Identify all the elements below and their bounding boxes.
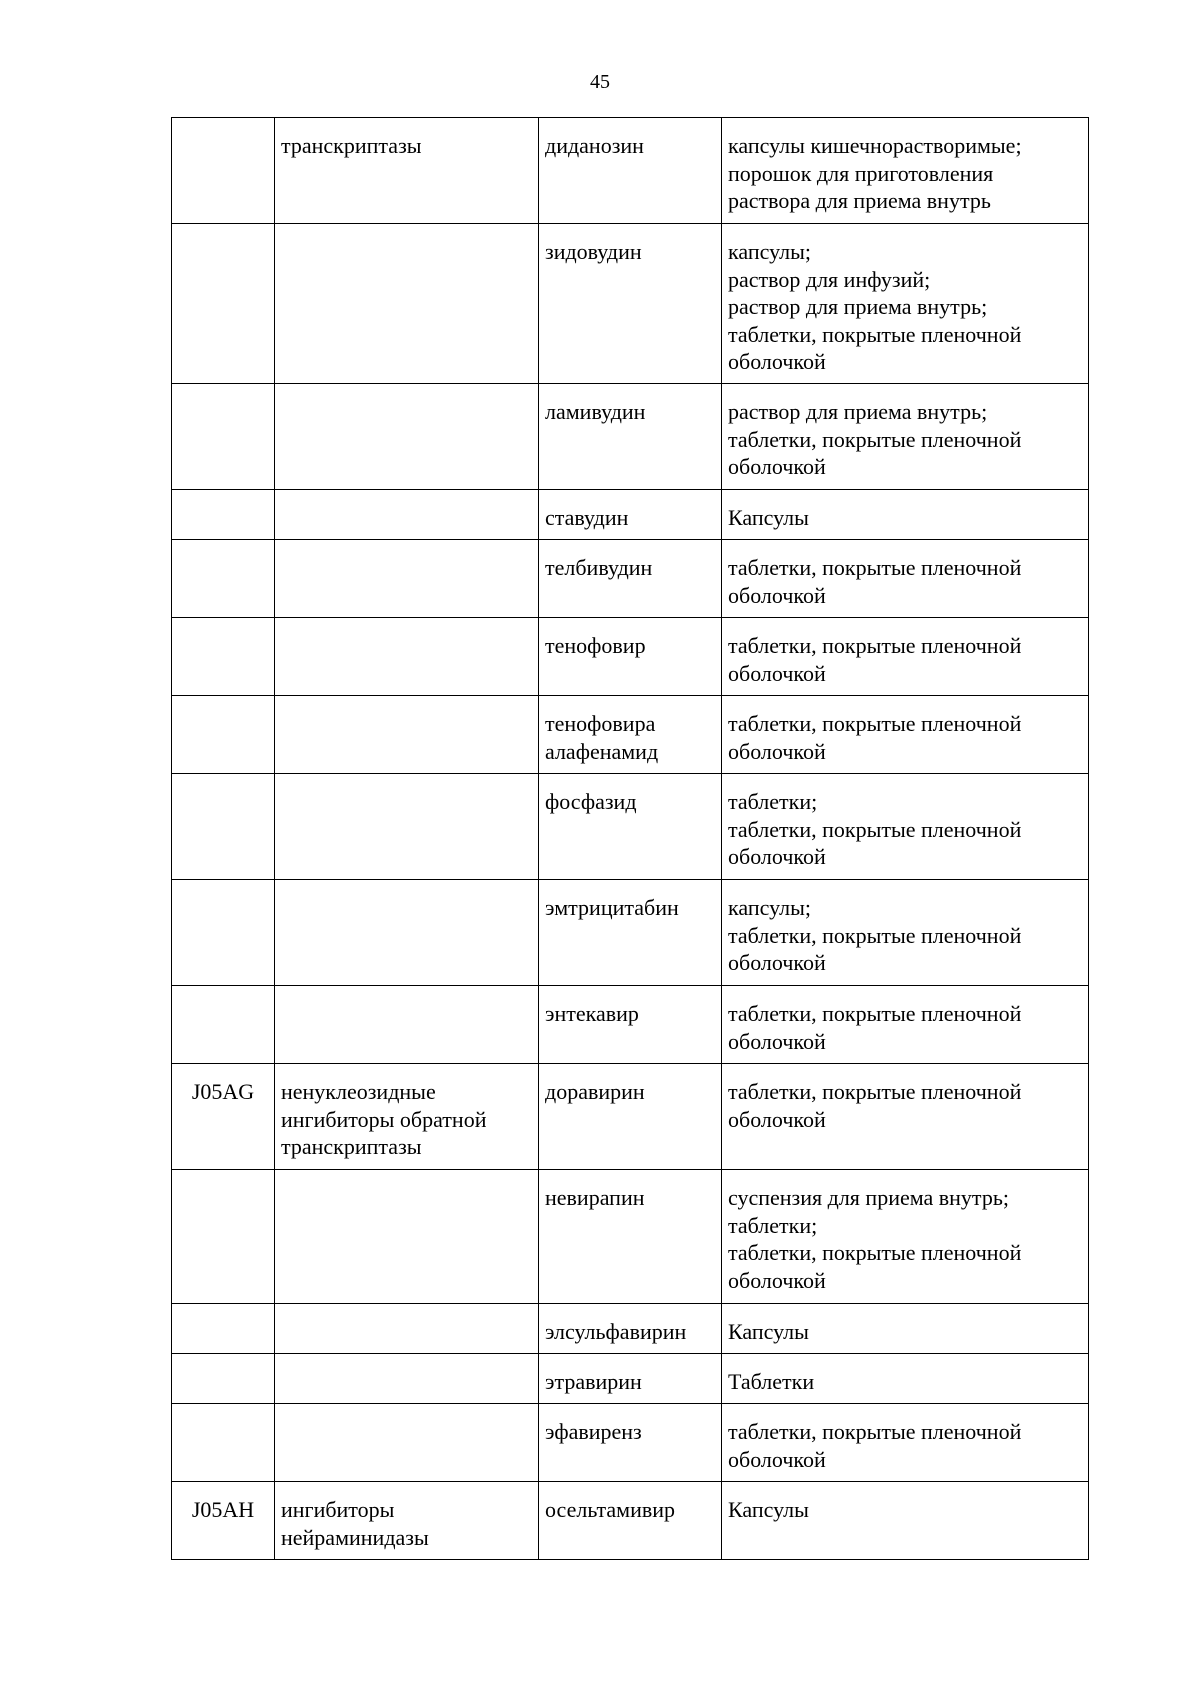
- group-name-cell: ненуклеозидные ингибиторы обратной транскриптазы: [275, 1064, 539, 1170]
- table-row: [172, 1170, 1089, 1304]
- group-name-cell: [275, 774, 539, 880]
- atc-code-cell: [172, 1404, 275, 1482]
- drug-name-cell: телбивудин: [539, 540, 722, 618]
- table-row: [172, 490, 1089, 540]
- dosage-form-cell: суспензия для приема внутрь; таблетки; таблетки, покрытые пленочной оболочкой: [722, 1170, 1089, 1304]
- group-name-cell: [275, 1354, 539, 1404]
- group-name-cell: [275, 224, 539, 384]
- dosage-form-cell: таблетки, покрытые пленочной оболочкой: [722, 1404, 1089, 1482]
- drug-name-cell: зидовудин: [539, 224, 722, 384]
- drug-name-cell: этравирин: [539, 1354, 722, 1404]
- atc-code-cell: [172, 774, 275, 880]
- drug-name-cell: осельтамивир: [539, 1482, 722, 1560]
- atc-code-cell: [172, 490, 275, 540]
- dosage-form-cell: таблетки, покрытые пленочной оболочкой: [722, 696, 1089, 774]
- table-row: [172, 1064, 1089, 1170]
- table-row: [172, 1404, 1089, 1482]
- atc-code-cell: J05AG: [172, 1064, 275, 1170]
- table-row: [172, 384, 1089, 490]
- atc-code-cell: [172, 1354, 275, 1404]
- group-name-cell: [275, 986, 539, 1064]
- atc-code-cell: [172, 696, 275, 774]
- page-number: 45: [590, 71, 610, 93]
- group-name-cell: [275, 1304, 539, 1354]
- atc-code-cell: J05AH: [172, 1482, 275, 1560]
- dosage-form-cell: капсулы; таблетки, покрытые пленочной оболочкой: [722, 880, 1089, 986]
- dosage-form-cell: раствор для приема внутрь; таблетки, покрытые пленочной оболочкой: [722, 384, 1089, 490]
- table-row: [172, 224, 1089, 384]
- dosage-form-cell: Капсулы: [722, 1482, 1089, 1560]
- atc-code-cell: [172, 986, 275, 1064]
- drug-name-cell: диданозин: [539, 118, 722, 224]
- group-name-cell: [275, 1404, 539, 1482]
- table-row: [172, 1354, 1089, 1404]
- group-name-cell: [275, 696, 539, 774]
- atc-code-cell: [172, 880, 275, 986]
- drug-name-cell: эфавиренз: [539, 1404, 722, 1482]
- dosage-form-cell: таблетки, покрытые пленочной оболочкой: [722, 986, 1089, 1064]
- table-row: [172, 1304, 1089, 1354]
- table-row: [172, 696, 1089, 774]
- dosage-form-cell: капсулы; раствор для инфузий; раствор для приема внутрь; таблетки, покрытые пленочной оболочкой: [722, 224, 1089, 384]
- group-name-cell: [275, 880, 539, 986]
- dosage-form-cell: таблетки, покрытые пленочной оболочкой: [722, 540, 1089, 618]
- group-name-cell: [275, 490, 539, 540]
- atc-code-cell: [172, 540, 275, 618]
- dosage-form-cell: Капсулы: [722, 1304, 1089, 1354]
- table-row: [172, 880, 1089, 986]
- atc-code-cell: [172, 1170, 275, 1304]
- table-row: [172, 540, 1089, 618]
- table-row: [172, 774, 1089, 880]
- dosage-form-cell: Таблетки: [722, 1354, 1089, 1404]
- drug-name-cell: тенофовир: [539, 618, 722, 696]
- dosage-form-cell: таблетки; таблетки, покрытые пленочной оболочкой: [722, 774, 1089, 880]
- table-body: [172, 118, 1089, 1560]
- drug-name-cell: эмтрицитабин: [539, 880, 722, 986]
- drug-table: [171, 117, 1089, 1560]
- atc-code-cell: [172, 618, 275, 696]
- group-name-cell: транскриптазы: [275, 118, 539, 224]
- table-row: [172, 118, 1089, 224]
- dosage-form-cell: капсулы кишечнорастворимые; порошок для приготовления раствора для приема внутрь: [722, 118, 1089, 224]
- drug-name-cell: элсульфавирин: [539, 1304, 722, 1354]
- group-name-cell: [275, 384, 539, 490]
- atc-code-cell: [172, 384, 275, 490]
- table-row: [172, 986, 1089, 1064]
- group-name-cell: [275, 540, 539, 618]
- group-name-cell: ингибиторы нейраминидазы: [275, 1482, 539, 1560]
- drug-name-cell: энтекавир: [539, 986, 722, 1064]
- table-row: [172, 1482, 1089, 1560]
- group-name-cell: [275, 1170, 539, 1304]
- atc-code-cell: [172, 1304, 275, 1354]
- drug-name-cell: тенофовира алафенамид: [539, 696, 722, 774]
- dosage-form-cell: таблетки, покрытые пленочной оболочкой: [722, 1064, 1089, 1170]
- drug-name-cell: ставудин: [539, 490, 722, 540]
- drug-name-cell: ламивудин: [539, 384, 722, 490]
- drug-name-cell: невирапин: [539, 1170, 722, 1304]
- atc-code-cell: [172, 224, 275, 384]
- drug-name-cell: доравирин: [539, 1064, 722, 1170]
- table-row: [172, 618, 1089, 696]
- dosage-form-cell: таблетки, покрытые пленочной оболочкой: [722, 618, 1089, 696]
- dosage-form-cell: Капсулы: [722, 490, 1089, 540]
- atc-code-cell: [172, 118, 275, 224]
- drug-name-cell: фосфазид: [539, 774, 722, 880]
- group-name-cell: [275, 618, 539, 696]
